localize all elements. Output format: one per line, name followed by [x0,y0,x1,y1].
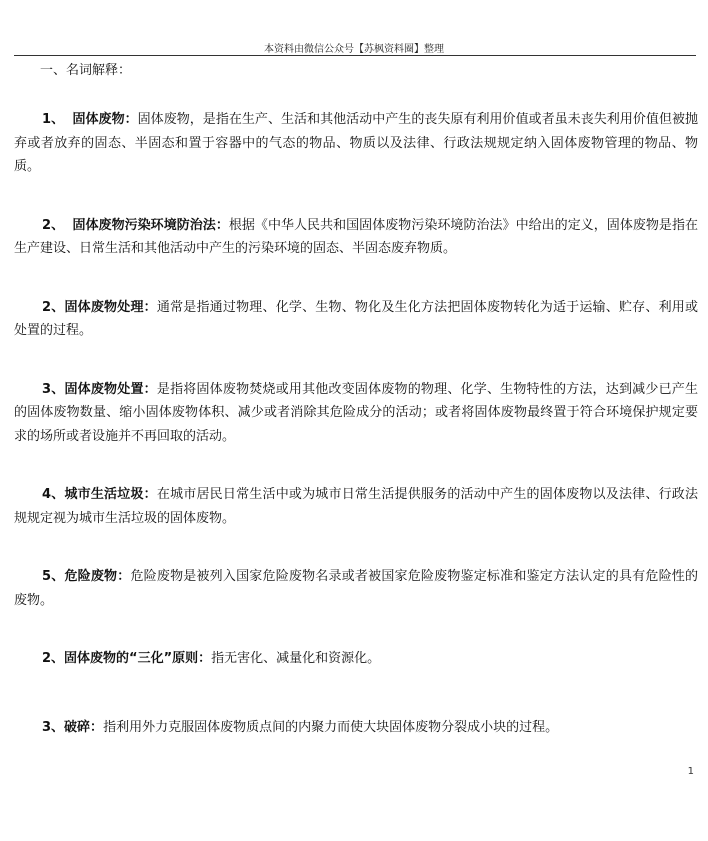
entry-number: 4、 [42,487,65,502]
definition-entry [14,483,698,530]
section-title: 一、名词解释： [40,63,132,78]
definition-entry [14,716,698,740]
entry-term: 固体废物： [72,112,138,127]
entry-term: 固体废物污染环境防治法： [72,217,229,233]
entry-number: 1、 [42,112,65,127]
entry-number: 5、 [42,569,65,584]
definition-entry [14,647,698,671]
entry-term: 固体废物处理： [64,299,157,315]
definition-entry [14,214,698,261]
definition-entry [14,565,698,612]
entry-definition: 指无害化、减量化和资源化。 [211,651,381,666]
entry-number: 2、 [42,299,65,315]
definition-entry [14,108,698,179]
entry-term: 城市生活垃圾： [64,487,157,502]
entry-term: 固体废物处置： [64,381,157,397]
page-header: 本资料由微信公众号【苏枫资料圈】整理 [264,44,444,55]
entry-definition: 根据《中华人民共和国固体废物污染环境防治法》中给出的定义，固体废物是指在生产建设、日常生活和其他活动中产生的污染环境的固态、半固态废弃物质。 [14,217,698,256]
definition-entry [14,296,698,343]
definitions-list [14,108,698,739]
entry-definition: 通常是指通过物理、化学、生物、物化及生化方法把固体废物转化为适于运输、贮存、利用或处置的过程。 [14,299,698,338]
entry-number: 2、 [42,217,65,233]
header-divider [14,55,696,56]
entry-definition: 危险废物是被列入国家危险废物名录或者被国家危险废物鉴定标准和鉴定方法认定的具有危险性的废物。 [14,569,698,608]
entry-term: 固体废物的“三化”原则： [64,651,212,666]
entry-definition: 指利用外力克服固体废物质点间的内聚力而使大块固体废物分裂成小块的过程。 [103,719,559,735]
entry-definition: 固体废物，是指在生产、生活和其他活动中产生的丧失原有利用价值或者虽未丧失利用价值但被抛弃或者放弃的固态、半固态和置于容器中的气态的物品、物质以及法律、行政法规规定纳入固体废物管理的物品、物质。 [14,112,699,174]
entry-number: 2、 [42,651,65,666]
entry-term: 危险废物： [64,569,131,584]
entry-number: 3、 [42,719,65,735]
definition-entry [14,378,698,449]
entry-term: 破碎： [64,719,104,735]
entry-definition: 是指将固体废物焚烧或用其他改变固体废物的物理、化学、生物特性的方法，达到减少已产生的固体废物数量、缩小固体废物体积、减少或者消除其危险成分的活动；或者将固体废物最终置于符合环境保护规定要求的场所或者设施并不再回取的活动。 [14,381,698,444]
entry-number: 3、 [42,381,65,397]
page-number: 1 [687,766,694,777]
entry-definition: 在城市居民日常生活中或为城市日常生活提供服务的活动中产生的固体废物以及法律、行政法规规定视为城市生活垃圾的固体废物。 [14,487,698,526]
